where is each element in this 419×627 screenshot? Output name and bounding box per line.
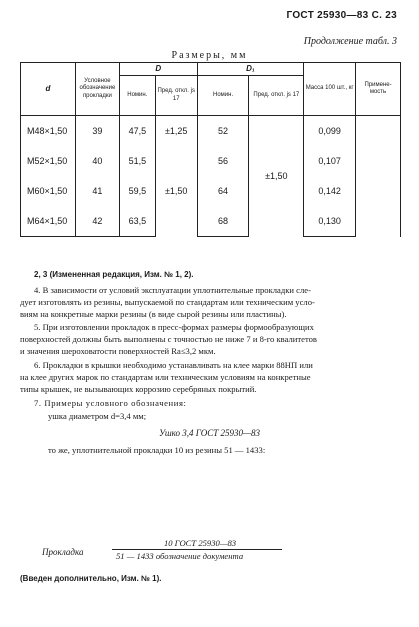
header-mass: Масса 100 шт., кг	[304, 63, 356, 116]
cell-D-tol-merged: ±1,50	[155, 146, 197, 237]
paragraph-6-line: на клее других марок по стандартам или техническим условиям на конкретные	[20, 372, 311, 382]
cell-D-nom: 47,5	[119, 116, 155, 147]
header-usage: Примене-мость	[356, 63, 401, 116]
cell-D1-nom: 52	[197, 116, 249, 147]
header-gasket: Условное обозначение прокладки	[75, 63, 119, 116]
example-line: ушка диаметром d=3,4 мм;	[48, 411, 147, 421]
cell-mass: 0,099	[304, 116, 356, 147]
cell-gasket: 42	[75, 206, 119, 237]
cell-d: M52×1,50	[21, 146, 76, 176]
cell-d: M64×1,50	[21, 206, 76, 237]
cell-usage-empty	[356, 116, 401, 237]
header-D1: D₁	[197, 63, 304, 76]
cell-D1-tol-merged: ±1,50	[249, 116, 304, 237]
header-D1-nom: Номин.	[197, 76, 249, 116]
cell-D-tol: ±1,25	[155, 116, 197, 147]
cell-gasket: 40	[75, 146, 119, 176]
cell-D-nom: 59,5	[119, 176, 155, 206]
paragraph-6-line: типы крышек, не вызывающих коррозию серебряных покрытий.	[20, 384, 257, 394]
example-line: то же, уплотнительной прокладки 10 из резины 51 — 1433:	[48, 445, 266, 455]
table-continuation-note: Продолжение табл. 3	[303, 36, 397, 47]
header-d: d	[21, 63, 76, 116]
cell-mass: 0,142	[304, 176, 356, 206]
fraction-numerator: 10 ГОСТ 25930—83	[163, 538, 237, 548]
cell-mass: 0,107	[304, 146, 356, 176]
cell-D1-nom: 64	[197, 176, 249, 206]
paragraph-5-line: поверхностей должны быть выполнены с точностью не ниже 7 и 8-го квалитетов	[20, 334, 317, 344]
paragraph-5-line: и значения шероховатости поверхностей Ra≤3,2 мкм.	[20, 346, 216, 356]
table-row	[21, 206, 401, 237]
header-D-tol: Пред. откл. js 17	[155, 76, 197, 116]
table-row	[21, 146, 401, 176]
paragraph-5-line: 5. При изготовлении прокладок в пресс-формах размеры формообразующих	[34, 322, 314, 332]
table-row	[21, 176, 401, 206]
cell-mass: 0,130	[304, 206, 356, 237]
fraction-label: Прокладка	[42, 547, 84, 557]
header-D1-tol: Пред. откл. js 17	[249, 76, 304, 116]
fraction-denominator: 51 — 1433 обозначение документа	[116, 551, 244, 561]
dimensions-table	[20, 62, 401, 237]
paragraph-6-line: 6. Прокладки в крышки необходимо устанавливать на клее марки 88НП или	[34, 360, 313, 370]
cell-d: M60×1,50	[21, 176, 76, 206]
cell-D1-nom: 56	[197, 146, 249, 176]
header-D-nom: Номин.	[119, 76, 155, 116]
paragraph-7-title: 7. Примеры условного обозначения:	[34, 398, 187, 408]
edit-note: 2, 3 (Измененная редакция, Изм. № 1, 2).	[34, 270, 194, 279]
paragraph-4-line: виям на конкретные марки резины (в виде сырой резины или пластины).	[20, 309, 287, 319]
cell-D-nom: 63,5	[119, 206, 155, 237]
cell-D-nom: 51,5	[119, 146, 155, 176]
header-D: D	[119, 63, 197, 76]
table-row	[21, 116, 401, 147]
page-header: ГОСТ 25930—83 С. 23	[286, 10, 397, 21]
fraction-rule	[112, 549, 282, 550]
introduction-note: (Введен дополнительно, Изм. № 1).	[20, 574, 162, 583]
cell-D1-nom: 68	[197, 206, 249, 237]
designation-example: Ушко 3,4 ГОСТ 25930—83	[158, 428, 261, 438]
paragraph-4-line: 4. В зависимости от условий эксплуатации уплотнительные прокладки сле-	[34, 285, 311, 295]
cell-gasket: 41	[75, 176, 119, 206]
cell-gasket: 39	[75, 116, 119, 147]
paragraph-4-line: дует изготовлять из резины, выпускаемой по стандартам или техническим усло-	[20, 297, 315, 307]
cell-d: M48×1,50	[21, 116, 76, 147]
table-caption: Размеры, мм	[171, 50, 248, 61]
